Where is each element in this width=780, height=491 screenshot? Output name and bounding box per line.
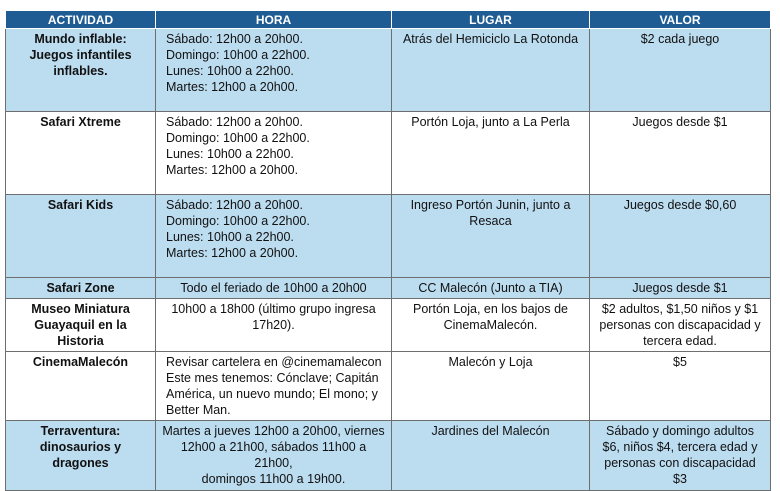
cell-text-line: $6, niños $4, tercera edad y — [602, 440, 758, 454]
cell-text-line: Portón Loja, en los bajos de — [413, 302, 568, 316]
cell-text-line: $5 — [673, 355, 687, 369]
cell-hora — [156, 112, 392, 195]
cell-text-line: Juegos infantiles — [29, 48, 132, 62]
header-hora: HORA — [156, 11, 392, 29]
cell-text-line: Resaca — [469, 214, 512, 228]
cell-text-line: Sábado y domingo adultos — [605, 424, 755, 438]
cell-text-line: Sábado: 12h00 a 20h00. — [166, 198, 303, 212]
cell-text-line: Este mes tenemos: Cónclave; Capitán — [166, 371, 379, 385]
cell-valor — [590, 29, 771, 112]
cell-hora — [156, 278, 392, 299]
cell-text-line: inflables. — [53, 64, 108, 78]
cell-text-line: Portón Loja, junto a La Perla — [411, 115, 570, 129]
cell-valor — [590, 112, 771, 195]
row-safari-kids — [6, 195, 771, 278]
cell-actividad — [6, 195, 156, 278]
cell-text-line: Juegos desde $1 — [632, 281, 728, 295]
cell-valor — [590, 299, 771, 352]
cell-text-line: Historia — [57, 334, 104, 348]
cell-text-line: Domingo: 10h00 a 22h00. — [166, 48, 310, 62]
cell-text-line: CinemaMalecón. — [443, 318, 538, 332]
cell-text-line: Mundo inflable: — [34, 32, 127, 46]
cell-text-line: 12h00 a 21h00, sábados 11h00 a 21h00, — [180, 440, 367, 470]
cell-text-line: Lunes: 10h00 a 22h00. — [166, 64, 294, 78]
cell-valor — [590, 195, 771, 278]
cell-lugar — [392, 195, 590, 278]
cell-text-line: América, un nuevo mundo; El mono; y — [166, 387, 378, 401]
cell-text-line: Revisar cartelera en @cinemamalecon — [166, 355, 382, 369]
cell-text-line: personas con discapacidad y — [599, 318, 761, 332]
cell-text-line: Martes a jueves 12h00 a 20h00, viernes — [162, 424, 385, 438]
cell-text-line: Martes: 12h00 a 20h00. — [166, 80, 299, 94]
row-terraventura — [6, 421, 771, 491]
cell-actividad — [6, 299, 156, 352]
row-safari-zone — [6, 278, 771, 299]
cell-text-line: Todo el feriado de 10h00 a 20h00 — [180, 281, 367, 295]
cell-text-line: Juegos desde $1 — [632, 115, 728, 129]
cell-text-line: Sábado: 12h00 a 20h00. — [166, 32, 303, 46]
cell-text-line: 10h00 a 18h00 (último grupo ingresa — [171, 302, 376, 316]
cell-lugar — [392, 421, 590, 491]
cell-lugar — [392, 352, 590, 421]
cell-text-line: CinemaMalecón — [32, 355, 129, 369]
header-actividad: ACTIVIDAD — [6, 11, 156, 29]
row-mundo-inflable — [6, 29, 771, 112]
cell-text-line: CC Malecón (Junto a TIA) — [418, 281, 563, 295]
row-museo-miniatura — [6, 299, 771, 352]
cell-actividad — [6, 278, 156, 299]
cell-text-line: dinosaurios y — [39, 440, 122, 454]
cell-hora — [156, 352, 392, 421]
cell-text-line: Martes: 12h00 a 20h00. — [166, 246, 299, 260]
cell-text-line: Malecón y Loja — [448, 355, 533, 369]
header-lugar: LUGAR — [392, 11, 590, 29]
cell-text-line: Museo Miniatura — [31, 302, 130, 316]
cell-text-line: Better Man. — [166, 403, 231, 417]
cell-text-line: Safari Xtreme — [40, 115, 121, 129]
row-cinemamalecon — [6, 352, 771, 421]
header-row — [6, 11, 771, 29]
cell-text-line: Atrás del Hemiciclo La Rotonda — [402, 32, 579, 46]
cell-text-line: Ingreso Portón Junin, junto a — [410, 198, 571, 212]
table-body — [6, 29, 771, 491]
cell-text-line: tercera edad. — [643, 334, 717, 348]
cell-text-line: $3 — [673, 472, 687, 486]
cell-hora — [156, 421, 392, 491]
activities-table — [5, 10, 771, 491]
cell-text-line: $2 adultos, $1,50 niños y $1 — [601, 302, 759, 316]
cell-text-line: Lunes: 10h00 a 22h00. — [166, 230, 294, 244]
cell-text-line: Domingo: 10h00 a 22h00. — [166, 131, 310, 145]
cell-text-line: Martes: 12h00 a 20h00. — [166, 163, 299, 177]
row-safari-xtreme — [6, 112, 771, 195]
schedule-table-container — [5, 10, 770, 491]
cell-text-line: Guayaquil en la — [34, 318, 127, 332]
cell-actividad — [6, 421, 156, 491]
cell-text-line: Terraventura: — [40, 424, 121, 438]
cell-lugar — [392, 278, 590, 299]
cell-hora — [156, 29, 392, 112]
cell-text-line: dragones — [52, 456, 109, 470]
cell-actividad — [6, 112, 156, 195]
cell-text-line: Domingo: 10h00 a 22h00. — [166, 214, 310, 228]
cell-lugar — [392, 299, 590, 352]
cell-valor — [590, 278, 771, 299]
cell-actividad — [6, 352, 156, 421]
cell-text-line: Lunes: 10h00 a 22h00. — [166, 147, 294, 161]
cell-hora — [156, 299, 392, 352]
header-valor: VALOR — [590, 11, 771, 29]
cell-actividad — [6, 29, 156, 112]
cell-text-line: Jardines del Malecón — [431, 424, 550, 438]
cell-lugar — [392, 112, 590, 195]
cell-text-line: Safari Zone — [46, 281, 115, 295]
cell-text-line: personas con discapacidad — [604, 456, 756, 470]
cell-valor — [590, 352, 771, 421]
cell-text-line: Safari Kids — [47, 198, 114, 212]
cell-text-line: Sábado: 12h00 a 20h00. — [166, 115, 303, 129]
cell-text-line: $2 cada juego — [640, 32, 720, 46]
cell-text-line: Juegos desde $0,60 — [623, 198, 737, 212]
cell-text-line: 17h20). — [252, 318, 295, 332]
cell-valor — [590, 421, 771, 491]
cell-hora — [156, 195, 392, 278]
cell-text-line: domingos 11h00 a 19h00. — [201, 472, 346, 486]
cell-lugar — [392, 29, 590, 112]
